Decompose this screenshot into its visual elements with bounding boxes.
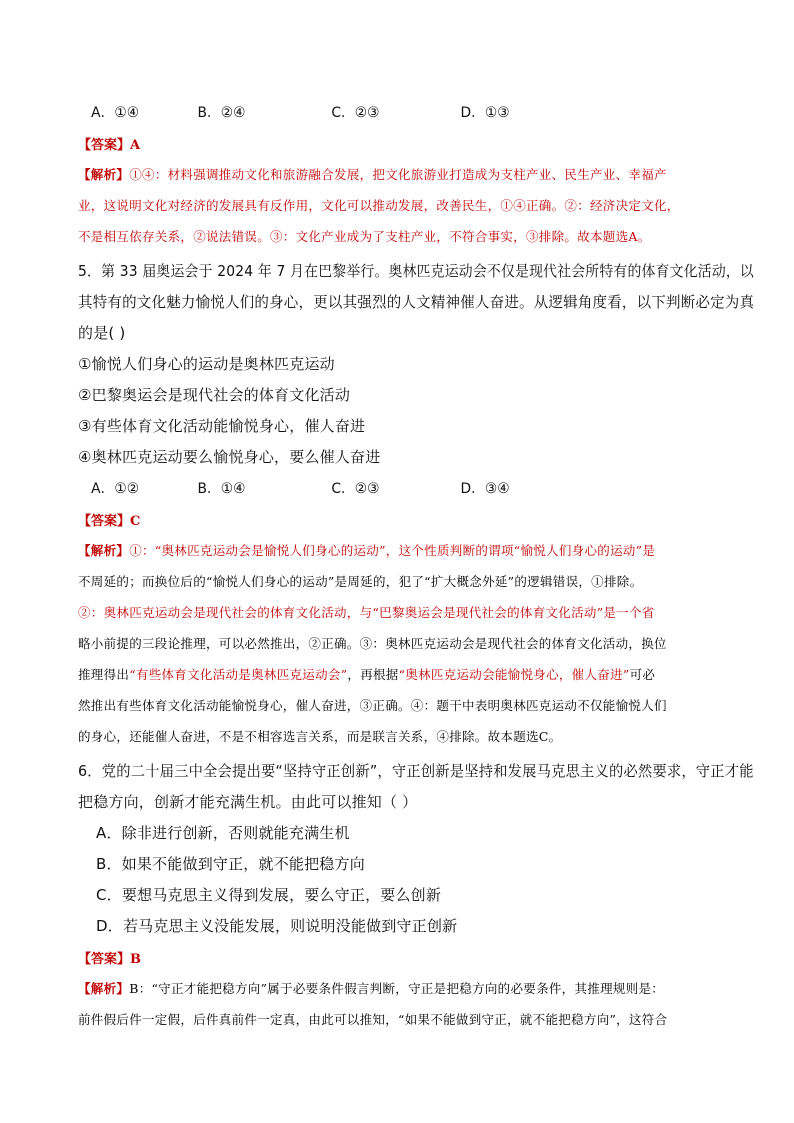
q5-stem-line-1: 5．第 33 届奥运会于 2024 年 7 月在巴黎举行。奥林匹克运动会不仅是现代社会所特有的体育文化活动，以 [78, 262, 754, 280]
q6-analysis-label: 【解析】 [78, 981, 130, 996]
q4-analysis-line-2 [78, 196, 680, 214]
q4-option-c: C．②③ [331, 105, 380, 121]
q6-option-d: D．若马克思主义没能发展，则说明没能做到守正创新 [96, 917, 458, 935]
q4-analysis-text: 。②：经济决定文化， [551, 198, 680, 213]
q5-analysis-highlight: “奥林匹克运动会能愉悦身心，催人奋进” [398, 667, 630, 682]
q6-option-b: B．如果不能做到守正，就不能把稳方向 [96, 855, 365, 873]
q5-item-2: ②巴黎奥运会是现代社会的体育文化活动 [78, 386, 351, 404]
q6-answer [78, 948, 141, 967]
q4-analysis-text: ①④：材料强调推动文化和旅游融合发展，把文化旅游业打造成为支柱产业、民生产业、幸福产 [129, 167, 667, 182]
q5-analysis-text: 然推出有些体育文化活动能愉悦身心，催人奋进，③正确。④：题干中表明奥林匹克运动不仅能愉悦人们 [78, 698, 667, 713]
q4-analysis-highlight: ①④正确 [500, 198, 552, 213]
q5-analysis-line-1 [78, 541, 655, 559]
q5-item-1: ①愉悦人们身心的运动是奥林匹克运动 [78, 355, 335, 373]
q5-analysis-highlight: “有些体育文化活动是奥林匹克运动会” [129, 667, 348, 682]
q6-option-a: A．除非进行创新，否则就能充满生机 [96, 824, 350, 842]
q4-answer-label: 【答案】 [78, 138, 131, 153]
q4-option-b: B．②④ [197, 105, 246, 121]
q4-analysis-text: 不是相互依存关系，②说法错误。③：文化产业成为了支柱产业，不符合事实，③排除。故本题选A。 [78, 229, 651, 244]
q5-analysis-line-4 [78, 634, 667, 652]
q4-option-d: D．①③ [460, 105, 510, 121]
q6-stem-line-1: 6．党的二十届三中全会提出要“坚持守正创新”，守正创新是坚持和发展马克思主义的必然要求，守正才能 [78, 762, 754, 780]
q6-analysis-line-2 [78, 1010, 667, 1028]
q5-stem-line-2: 其特有的文化魅力愉悦人们的身心，更以其强烈的人文精神催人奋进。从逻辑角度看，以下判断必定为真 [78, 293, 755, 311]
q6-stem-line-2: 把稳方向，创新才能充满生机。由此可以推知（ ） [78, 793, 418, 811]
q5-item-4: ④奥林匹克运动要么愉悦身心，要么催人奋进 [78, 448, 381, 466]
q5-analysis-line-6 [78, 696, 667, 714]
q5-option-b: B．①④ [197, 481, 246, 497]
q5-analysis-line-7 [78, 727, 561, 745]
q5-answer [78, 510, 140, 529]
q5-analysis-label: 【解析】 [78, 543, 130, 558]
q5-option-d: D．③④ [460, 481, 510, 497]
q5-answer-value: C [130, 514, 141, 529]
q5-analysis-text: 可必 [629, 667, 656, 682]
q5-analysis-line-5 [78, 665, 655, 683]
q5-analysis-text: 不周延的；而换位后的“愉悦人们身心的运动”是周延的，犯了“扩大概念外延”的逻辑错误，①排除。 [78, 574, 643, 589]
q5-analysis-line-3 [78, 603, 655, 621]
q5-options [0, 477, 754, 497]
q6-analysis-text: 前件假后件一定假，后件真前件一定真，由此可以推知，“如果不能做到守正，就不能把稳方向”，这符合 [78, 1012, 668, 1027]
q5-answer-label: 【答案】 [78, 514, 131, 529]
q4-analysis-text: 业，这说明文化对经济的发展具有反作用，文化可以推动发展，改善民生， [78, 198, 501, 213]
q5-analysis-text: 略小前提的三段论推理，可以必然推出，②正确。③：奥林匹克运动会是现代社会的体育文化活动，换位 [78, 636, 667, 651]
q4-analysis-line-3 [78, 227, 651, 245]
q5-option-c: C．②③ [331, 481, 380, 497]
q5-analysis-text: 推理得出 [78, 667, 130, 682]
q4-option-a: A．①④ [91, 105, 140, 121]
q6-option-c: C．要想马克思主义得到发展，要么守正，要么创新 [96, 886, 442, 904]
q5-analysis-text: ，再根据 [347, 667, 399, 682]
q4-answer [78, 134, 140, 153]
q5-analysis-text: ①：“奥林匹克运动会是愉悦人们身心的运动”，这个性质判断的谓项“愉悦人们身心的运动”是 [129, 543, 656, 558]
q4-analysis-line-1 [78, 165, 667, 183]
q5-stem-line-3: 的是( ) [78, 324, 126, 342]
q6-answer-label: 【答案】 [78, 952, 131, 967]
q5-item-3: ③有些体育文化活动能愉悦身心，催人奋进 [78, 417, 366, 435]
q4-analysis-label: 【解析】 [78, 167, 130, 182]
q5-analysis-line-2 [78, 572, 642, 590]
q6-answer-value: B [130, 952, 142, 967]
q4-options [0, 101, 754, 121]
q5-analysis-text: 的身心，还能催人奋进，不是不相容选言关系，而是联言关系，④排除。故本题选C。 [78, 729, 562, 744]
q6-analysis-text: B：“守正才能把稳方向”属于必要条件假言判断，守正是把稳方向的必要条件，其推理规则是： [129, 981, 665, 996]
q6-analysis-line-1 [78, 979, 664, 997]
q5-option-a: A．①② [91, 481, 140, 497]
q5-analysis-text: ②：奥林匹克运动会是现代社会的体育文化活动，与“巴黎奥运会是现代社会的体育文化活动”是一个省 [78, 605, 655, 620]
q4-answer-value: A [130, 138, 141, 153]
